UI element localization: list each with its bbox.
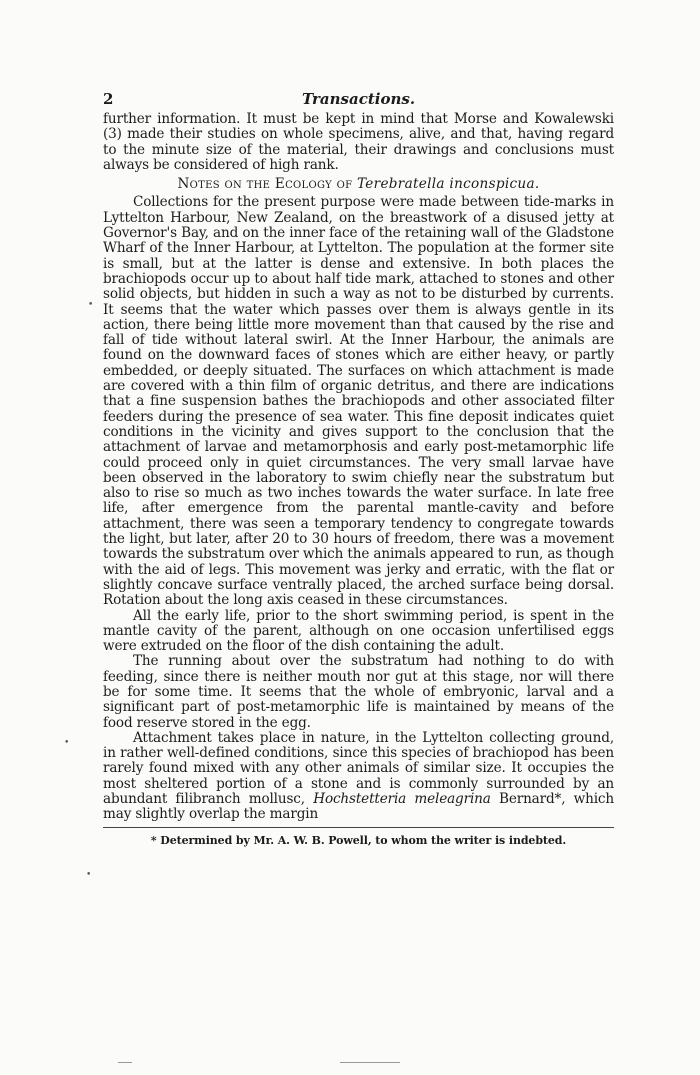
page xyxy=(103,90,614,847)
scan-artifact xyxy=(340,1062,400,1063)
running-header xyxy=(103,90,614,112)
section-heading-species: Terebratella inconspicua. xyxy=(357,176,540,193)
paragraph-running: The running about over the substratum had nothing to do with feeding, since there is neither mouth nor gut at this stage, nor will there be for some time. It seems that the whole of embryonic, larval and a significant part of post-metamorphic life is maintained by means of the food reserve stored in the egg. xyxy=(103,653,614,731)
scan-speck: • xyxy=(64,738,70,748)
footnote-rule xyxy=(103,827,614,828)
footnote: * Determined by Mr. A. W. B. Powell, to whom the writer is indebted. xyxy=(150,833,567,847)
paragraph-attachment xyxy=(103,731,614,823)
scan-artifact xyxy=(118,1062,132,1063)
journal-title: Transactions. xyxy=(301,90,416,108)
attachment-species: Hochstetteria meleagrina xyxy=(313,791,491,808)
section-heading xyxy=(103,177,614,192)
scan-speck: • xyxy=(86,870,92,880)
attachment-text-end: Bernard*, which may slightly overlap the margin xyxy=(103,791,614,823)
body-text xyxy=(103,112,614,823)
intro-paragraph: further information. It must be kept in mind that Morse and Kowalewski (3) made their studies on whole specimens, alive, and that, having regard to the minute size of the material, their drawings and conclusions must always be considered of high rank. xyxy=(103,111,614,173)
paragraph-early-life: All the early life, prior to the short swimming period, is spent in the mantle cavity of the parent, although on one occasion unfertilised eggs were extruded on the floor of the dish containing the adult. xyxy=(103,607,614,655)
scan-speck: • xyxy=(88,300,94,310)
attachment-text: Attachment takes place in nature, in the Lyttelton collecting ground, in rather well-defined conditions, since this species of brachiopod has been rarely found mixed with any other animals of similar size. It occupies the most sheltered portion of a stone and is commonly surrounded by an abundant filibranch mollusc, xyxy=(103,729,614,808)
section-heading-prefix: Notes on the Ecology of xyxy=(177,176,353,193)
paragraph-collections: Collections for the present purpose were made between tide-marks in Lyttelton Harbour, New Zealand, on the breastwork of a disused jetty at Governor's Bay, and on the inner face of the retaining wall of the Gladstone Wharf of the Inner Harbour, at Lyttelton. The population at the former site is small, but at the latter is dense and extensive. In both places the brachiopods occur up to about half tide mark, attached to stones and other solid objects, but hidden in such a way as not to be disturbed by currents. It seems that the water which passes over them is always gentle in its action, there being little more movement than that caused by the rise and fall of tide without lateral swirl. At the Inner Harbour, the animals are found on the downward faces of stones which are either heavy, or partly embedded, or deeply situated. The surfaces on which attachment is made are covered with a thin film of organic detritus, and there are indications that a fine suspension bathes the brachiopods and other associated filter feeders during the presence of sea water. This fine deposit indicates quiet conditions in the vicinity and gives support to the conclusion that the attachment of larvae and metamorphosis and early post-metamorphic life could proceed only in quiet circumstances. The very small larvae have been observed in the laboratory to swim chiefly near the substratum but also to rise so much as two inches towards the water surface. In late free life, after emergence from the parental mantle-cavity and before attachment, there was seen a temporary tendency to congregate towards the light, but later, after 20 to 30 hours of freedom, there was a movement towards the substratum over which the animals appeared to run, as though with the aid of legs. This movement was jerky and erratic, with the flat or slightly concave surface ventrally placed, the arched surface being dorsal. Rotation about the long axis ceased in these circumstances. xyxy=(103,194,615,609)
page-number: 2 xyxy=(103,90,114,108)
